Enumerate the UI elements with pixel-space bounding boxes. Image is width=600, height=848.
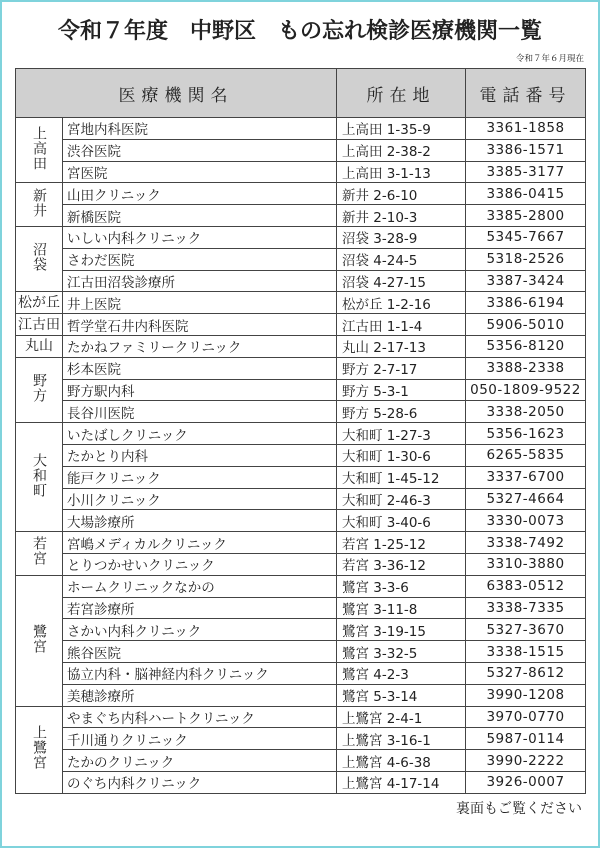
clinic-name: いたばしクリニック (63, 423, 337, 445)
clinic-name: 宮医院 (63, 161, 337, 183)
clinic-phone: 5345-7667 (466, 226, 586, 248)
clinic-name: 宮地内科医院 (63, 118, 337, 140)
area-cell (16, 575, 63, 706)
table-row (16, 423, 586, 445)
clinic-phone: 3385-2800 (466, 205, 586, 227)
clinic-name: 若宮診療所 (63, 597, 337, 619)
clinic-name: とりつかせいクリニック (63, 553, 337, 575)
clinic-phone: 3990-2222 (466, 750, 586, 772)
table-row (16, 357, 586, 379)
clinic-phone: 3387-3424 (466, 270, 586, 292)
clinic-name: 江古田沼袋診療所 (63, 270, 337, 292)
clinic-name: たかのクリニック (63, 750, 337, 772)
clinic-address: 新井 2-10-3 (337, 205, 466, 227)
area-label: 野方 (31, 372, 47, 403)
clinic-address: 若宮 1-25-12 (337, 532, 466, 554)
clinic-phone: 3338-7335 (466, 597, 586, 619)
table-row (16, 314, 586, 336)
area-label: 鷺宮 (31, 623, 47, 654)
clinic-phone: 6265-5835 (466, 444, 586, 466)
as-of-date: 令和７年６月現在 (515, 54, 584, 64)
clinic-address: 鷺宮 3-19-15 (337, 619, 466, 641)
clinic-name: いしい内科クリニック (63, 226, 337, 248)
clinic-address: 野方 5-28-6 (337, 401, 466, 423)
clinic-phone: 3337-6700 (466, 466, 586, 488)
clinic-name: たかとり内科 (63, 444, 337, 466)
area-cell (16, 706, 63, 793)
table-row (16, 379, 586, 401)
area-cell (16, 314, 63, 336)
clinic-phone: 3361-1858 (466, 118, 586, 140)
area-cell (16, 532, 63, 576)
clinic-phone: 5356-1623 (466, 423, 586, 445)
table-row (16, 248, 586, 270)
clinic-phone: 3310-3880 (466, 553, 586, 575)
table-row (16, 553, 586, 575)
clinic-phone: 3970-0770 (466, 706, 586, 728)
table-row (16, 205, 586, 227)
clinic-address: 野方 5-3-1 (337, 379, 466, 401)
area-cell (16, 335, 63, 357)
clinic-address: 鷺宮 3-32-5 (337, 641, 466, 663)
header-address: 所在地 (337, 69, 466, 118)
area-label: 江古田 (18, 316, 60, 333)
table-row (16, 183, 586, 205)
clinic-name: 井上医院 (63, 292, 337, 314)
clinic-address: 沼袋 4-27-15 (337, 270, 466, 292)
clinic-name: ホームクリニックなかの (63, 575, 337, 597)
clinic-phone: 5318-2526 (466, 248, 586, 270)
area-cell (16, 292, 63, 314)
clinic-address: 丸山 2-17-13 (337, 335, 466, 357)
table-row (16, 466, 586, 488)
clinic-address: 上鷺宮 4-17-14 (337, 771, 466, 793)
area-label: 上鷺宮 (31, 725, 47, 771)
table-row (16, 335, 586, 357)
clinic-address: 沼袋 3-28-9 (337, 226, 466, 248)
page-title: 令和７年度 中野区 もの忘れ検診医療機関一覧 (57, 19, 542, 44)
table-row (16, 270, 586, 292)
clinic-name: やまぐち内科ハートクリニック (63, 706, 337, 728)
clinic-address: 鷺宮 5-3-14 (337, 684, 466, 706)
clinic-name: 能戸クリニック (63, 466, 337, 488)
clinic-phone: 5327-8612 (466, 662, 586, 684)
table-row (16, 444, 586, 466)
clinic-phone: 5356-8120 (466, 335, 586, 357)
clinic-address: 大和町 3-40-6 (337, 510, 466, 532)
clinic-phone: 3386-1571 (466, 139, 586, 161)
table-row (16, 662, 586, 684)
area-cell (16, 226, 63, 291)
area-cell (16, 423, 63, 532)
clinic-phone: 5906-5010 (466, 314, 586, 336)
clinic-phone: 3338-7492 (466, 532, 586, 554)
area-cell (16, 183, 63, 227)
table-row (16, 619, 586, 641)
clinic-phone: 3338-2050 (466, 401, 586, 423)
table-row (16, 510, 586, 532)
clinic-address: 松が丘 1-2-16 (337, 292, 466, 314)
clinic-phone: 5327-4664 (466, 488, 586, 510)
table-row (16, 575, 586, 597)
clinic-phone: 3330-0073 (466, 510, 586, 532)
table-row (16, 532, 586, 554)
table-header (16, 69, 586, 118)
footer-note: 裏面もご覧ください (456, 801, 582, 817)
clinic-address: 若宮 3-36-12 (337, 553, 466, 575)
clinic-phone: 3926-0007 (466, 771, 586, 793)
clinic-name: 熊谷医院 (63, 641, 337, 663)
clinic-address: 大和町 1-27-3 (337, 423, 466, 445)
clinic-name: 哲学堂石井内科医院 (63, 314, 337, 336)
area-label: 新井 (31, 187, 47, 218)
area-cell (16, 357, 63, 422)
clinic-address: 新井 2-6-10 (337, 183, 466, 205)
clinic-address: 上高田 2-38-2 (337, 139, 466, 161)
table-row (16, 292, 586, 314)
table-row (16, 684, 586, 706)
clinic-name: 千川通りクリニック (63, 728, 337, 750)
clinic-name: 長谷川医院 (63, 401, 337, 423)
clinic-name: 大場診療所 (63, 510, 337, 532)
clinic-address: 上鷺宮 2-4-1 (337, 706, 466, 728)
area-label: 丸山 (25, 338, 53, 355)
header-phone: 電話番号 (466, 69, 586, 118)
clinic-name: 渋谷医院 (63, 139, 337, 161)
area-cell (16, 118, 63, 183)
clinic-address: 鷺宮 3-11-8 (337, 597, 466, 619)
clinic-address: 上高田 1-35-9 (337, 118, 466, 140)
clinic-phone: 3388-2338 (466, 357, 586, 379)
table-row (16, 706, 586, 728)
area-label: 大和町 (31, 452, 47, 498)
clinic-address: 野方 2-7-17 (337, 357, 466, 379)
table-row (16, 597, 586, 619)
clinic-address: 大和町 2-46-3 (337, 488, 466, 510)
clinic-phone: 3990-1208 (466, 684, 586, 706)
table-row (16, 488, 586, 510)
clinic-phone: 5987-0114 (466, 728, 586, 750)
clinic-address: 上鷺宮 3-16-1 (337, 728, 466, 750)
table-row (16, 161, 586, 183)
clinic-address: 上高田 3-1-13 (337, 161, 466, 183)
clinic-name: 小川クリニック (63, 488, 337, 510)
clinic-name: 協立内科・脳神経内科クリニック (63, 662, 337, 684)
clinic-address: 鷺宮 3-3-6 (337, 575, 466, 597)
clinic-phone: 5327-3670 (466, 619, 586, 641)
clinic-phone: 3338-1515 (466, 641, 586, 663)
clinic-name: さわだ医院 (63, 248, 337, 270)
clinic-address: 江古田 1-1-4 (337, 314, 466, 336)
clinic-name: たかねファミリークリニック (63, 335, 337, 357)
clinic-name: のぐち内科クリニック (63, 771, 337, 793)
table-row (16, 641, 586, 663)
table-row (16, 401, 586, 423)
clinic-name: 宮嶋メディカルクリニック (63, 532, 337, 554)
clinic-address: 上鷺宮 4-6-38 (337, 750, 466, 772)
clinic-name: 山田クリニック (63, 183, 337, 205)
clinic-phone: 3385-3177 (466, 161, 586, 183)
area-label: 若宮 (31, 536, 47, 567)
clinic-address: 大和町 1-30-6 (337, 444, 466, 466)
clinic-phone: 6383-0512 (466, 575, 586, 597)
clinic-name: 野方駅内科 (63, 379, 337, 401)
clinic-address: 大和町 1-45-12 (337, 466, 466, 488)
clinic-name: 杉本医院 (63, 357, 337, 379)
clinic-table (15, 68, 586, 794)
clinic-name: さかい内科クリニック (63, 619, 337, 641)
table-row (16, 118, 586, 140)
area-label: 沼袋 (31, 242, 47, 273)
clinic-phone: 3386-0415 (466, 183, 586, 205)
header-name: 医療機関名 (16, 69, 337, 118)
clinic-phone: 050-1809-9522 (466, 379, 586, 401)
table-body (16, 118, 586, 794)
table-row (16, 139, 586, 161)
area-label: 上高田 (31, 125, 47, 171)
table-row (16, 226, 586, 248)
table-row (16, 750, 586, 772)
clinic-name: 新橋医院 (63, 205, 337, 227)
table-row (16, 771, 586, 793)
area-label: 松が丘 (18, 294, 60, 311)
clinic-phone: 3386-6194 (466, 292, 586, 314)
table-row (16, 728, 586, 750)
clinic-address: 鷺宮 4-2-3 (337, 662, 466, 684)
clinic-address: 沼袋 4-24-5 (337, 248, 466, 270)
clinic-name: 美穂診療所 (63, 684, 337, 706)
